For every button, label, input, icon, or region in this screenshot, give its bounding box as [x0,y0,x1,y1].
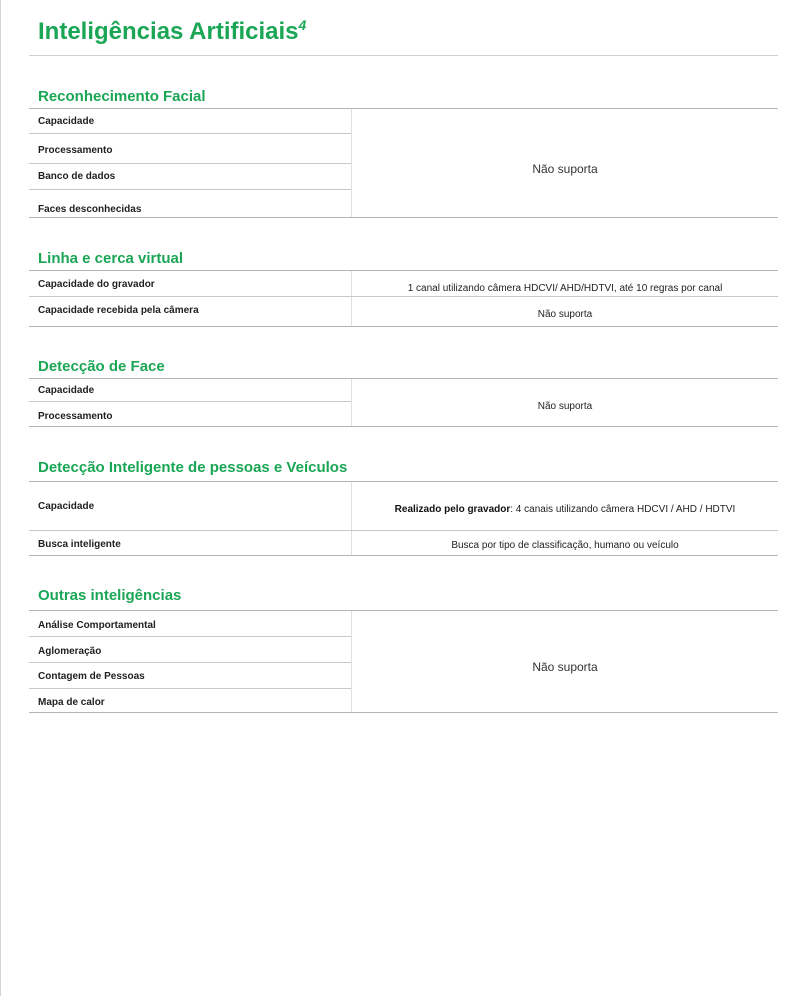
section-linha-cerca-virtual [29,247,778,327]
spec-table [29,270,778,327]
section-title: Outras inteligências [38,587,182,604]
spec-row [29,109,351,133]
spec-value [352,504,778,515]
spec-row [29,636,351,662]
spec-value: Não suporta [537,309,593,320]
spec-table [29,481,778,556]
section-title: Linha e cerca virtual [38,250,184,267]
spec-row [29,531,351,555]
spec-row [29,163,351,189]
spec-label: Processamento [38,411,113,422]
spec-row [29,482,351,530]
spec-value: Não suporta [532,660,598,674]
spec-row [29,379,351,401]
section-title: Reconhecimento Facial [38,88,206,105]
spec-label: Capacidade [38,501,95,512]
section-deteccao-face [29,355,778,427]
spec-row [29,611,351,636]
page-title-text: Inteligências Artificiais [38,18,299,45]
spec-row [29,189,351,217]
spec-row [29,662,351,688]
title-footnote-marker: 4 [298,17,307,33]
spec-label: Banco de dados [38,171,116,182]
spec-table [29,108,778,218]
spec-label: Mapa de calor [38,697,105,708]
spec-label: Aglomeração [38,646,102,657]
spec-table [29,378,778,427]
spec-label: Capacidade [38,116,95,127]
spec-label: Contagem de Pessoas [38,671,145,682]
spec-row [29,297,351,326]
spec-label: Capacidade recebida pela câmera [38,305,199,316]
title-divider [29,55,778,56]
section-reconhecimento-facial [29,85,778,218]
spec-label: Capacidade [38,385,95,396]
section-title: Detecção Inteligente de pessoas e Veículos [38,459,348,476]
spec-table [29,610,778,713]
section-deteccao-pessoas-veiculos [29,456,778,556]
spec-label: Busca inteligente [38,539,121,550]
spec-value-text: : 4 canais utilizando câmera HDCVI / AHD / HDTVI [510,504,736,515]
spec-row [29,133,351,163]
spec-value: Não suporta [537,401,593,412]
spec-value: Busca por tipo de classificação, humano ou veículo [451,540,679,551]
spec-value: Não suporta [532,162,598,176]
spec-value: 1 canal utilizando câmera HDCVI/ AHD/HDTVI, até 10 regras por canal [407,283,723,294]
spec-row [29,401,351,426]
section-title: Detecção de Face [38,358,165,375]
spec-label: Processamento [38,145,113,156]
page-left-border [0,0,1,996]
spec-label: Análise Comportamental [38,620,156,631]
section-outras-inteligencias [29,584,778,713]
spec-row [29,688,351,712]
spec-row [29,271,351,296]
spec-label: Capacidade do gravador [38,279,155,290]
page-title [38,18,306,46]
spec-label: Faces desconhecidas [38,204,142,215]
spec-value-emphasis: Realizado pelo gravador [394,504,511,515]
